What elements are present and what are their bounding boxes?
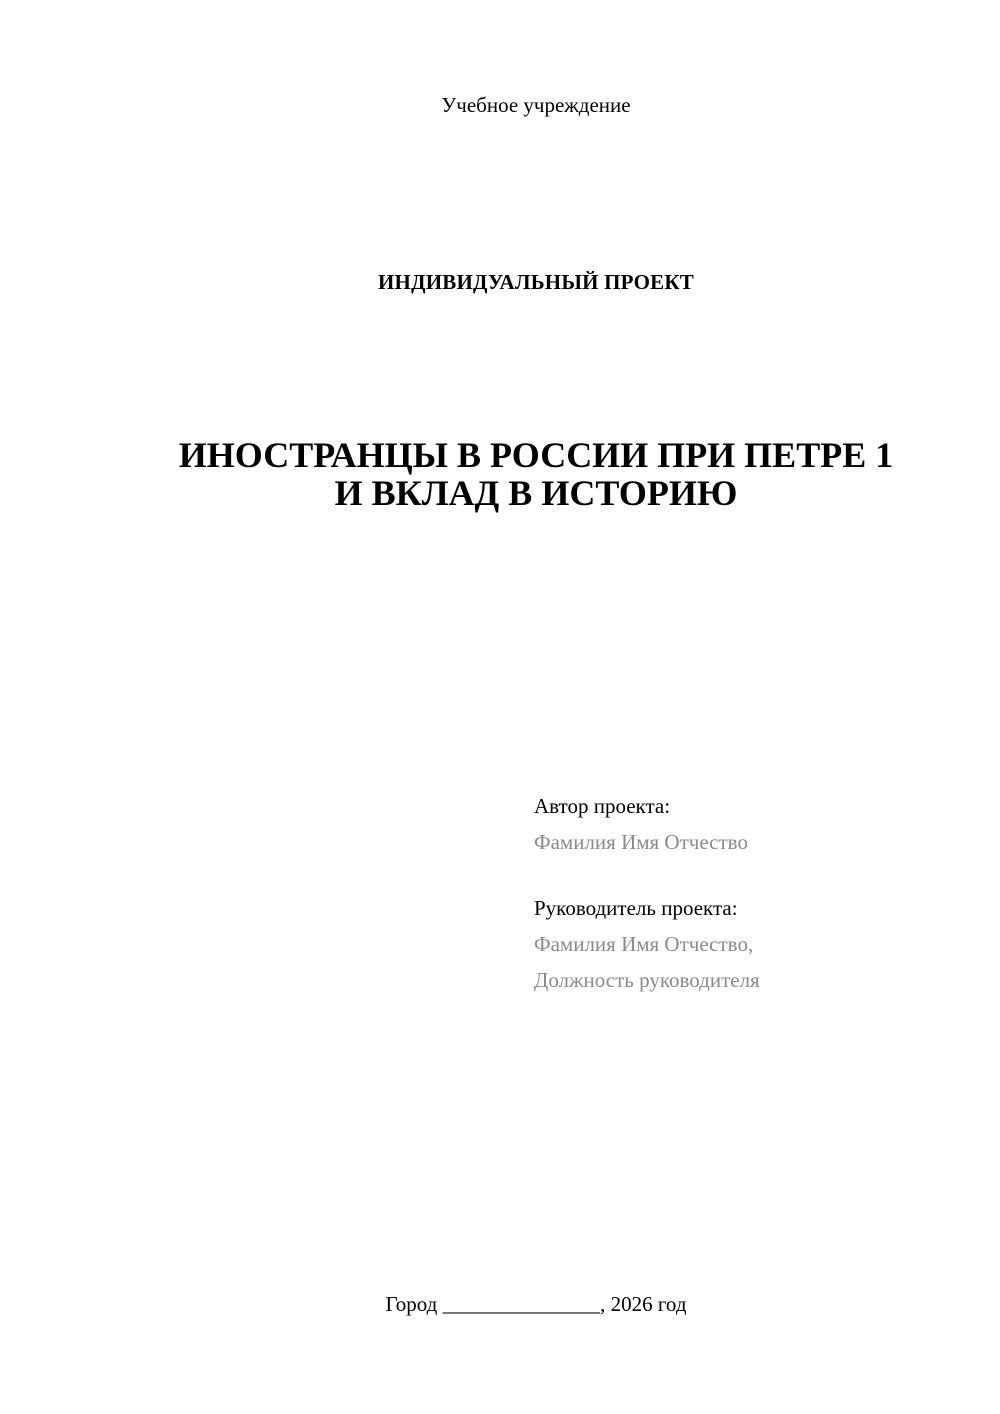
project-info-block (534, 788, 974, 998)
supervisor-label: Руководитель проекта: (534, 896, 738, 920)
project-title-line-1: ИНОСТРАНЦЫ В РОССИИ ПРИ ПЕТРЕ 1 (178, 435, 894, 475)
info-spacer (534, 860, 974, 890)
author-label: Автор проекта: (534, 794, 671, 818)
city-year-line (0, 1290, 1000, 1318)
supervisor-name: Фамилия Имя Отчество, (534, 932, 754, 956)
supervisor-position: Должность руководителя (534, 968, 760, 992)
project-title (0, 436, 1000, 512)
city-blank: _______________ (442, 1292, 601, 1316)
document-type: ИНДИВИДУАЛЬНЫЙ ПРОЕКТ (378, 270, 694, 294)
project-title-line-2: И ВКЛАД В ИСТОРИЮ (334, 473, 738, 513)
institution-name: Учебное учреждение (441, 93, 631, 117)
author-name: Фамилия Имя Отчество (534, 830, 748, 854)
year-text: , 2026 год (600, 1292, 687, 1316)
city-label: Город (385, 1292, 438, 1316)
